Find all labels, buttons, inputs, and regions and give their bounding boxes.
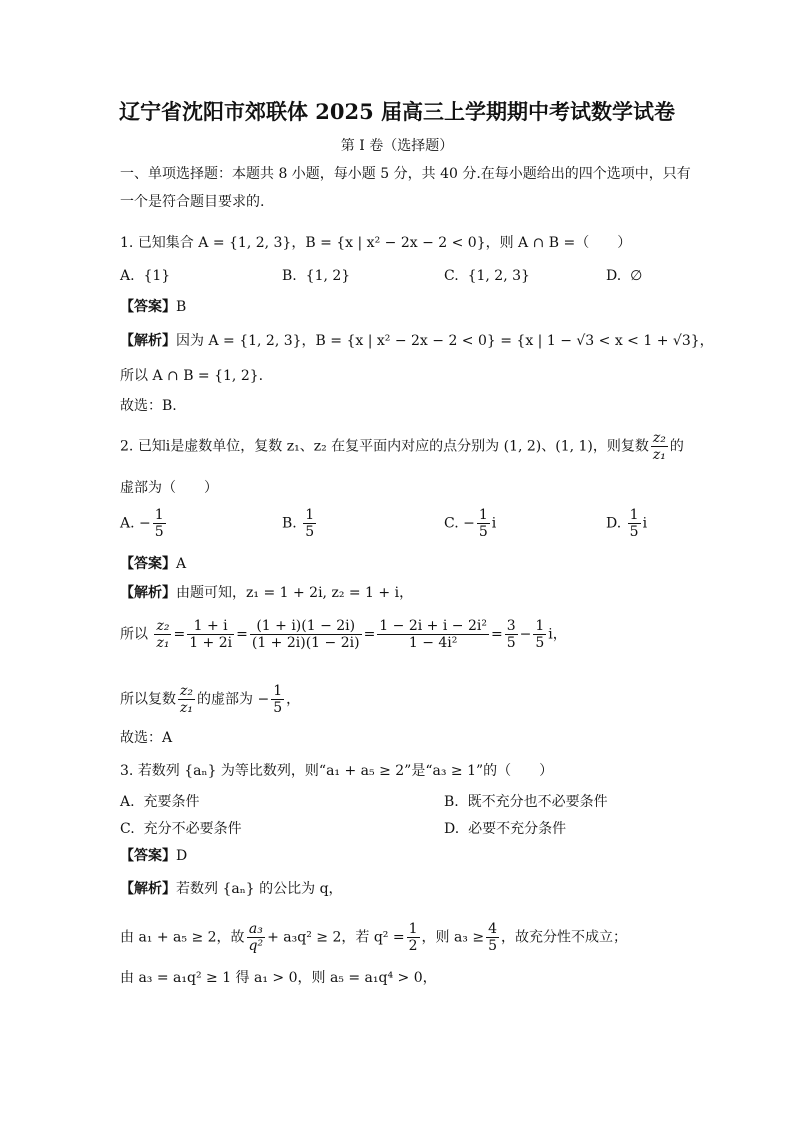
q2-option-a-fraction xyxy=(153,507,166,540)
q2-analysis-2-prefix: 所以 xyxy=(120,626,148,643)
q2-frac-1-num: z₂ xyxy=(156,618,170,634)
q2-frac-2-den: 1 + 2i xyxy=(189,635,233,651)
q2-analysis-text-1: 由题可知，z₁ = 1 + 2i, z₂ = 1 + i， xyxy=(176,585,414,601)
q2-frac-7 xyxy=(178,683,195,716)
q2-analysis-label: 【解析】 xyxy=(120,585,176,601)
q2-frac-4 xyxy=(377,618,489,651)
q2-option-c-fraction xyxy=(477,507,490,540)
q1-stem xyxy=(120,233,631,253)
q1-answer-value: B xyxy=(176,299,187,315)
q2-analysis-2-tail: i， xyxy=(548,626,567,643)
q3-frac-1-den: q² xyxy=(248,938,264,954)
q3-answer-value: D xyxy=(176,848,188,864)
q2-number: 2. xyxy=(120,438,134,455)
q3-frac-3-den: 5 xyxy=(488,938,498,954)
q2-option-b xyxy=(282,507,318,540)
q1-option-d-label: D. xyxy=(606,268,622,284)
instruction-line-2: 一个是符合题目要求的. xyxy=(120,194,265,210)
q3-option-b-text: 既不充分也不必要条件 xyxy=(467,794,608,810)
q2-frac-2 xyxy=(187,618,234,651)
q3-option-a-text: 充要条件 xyxy=(143,794,200,810)
q3-option-d xyxy=(444,819,566,839)
q2-answer-value: A xyxy=(176,556,187,572)
exam-title: 辽宁省沈阳市郊联体 2025 届高三上学期期中考试数学试卷 xyxy=(118,99,676,124)
q3-stem-text: 若数列 {aₙ} 为等比数列，则“a₁ + a₅ ≥ 2”是“a₃ ≥ 1”的（ ） xyxy=(137,763,554,779)
q3-option-b-label: B. xyxy=(444,794,459,810)
q2-option-a-den: 5 xyxy=(154,524,164,540)
q2-frac-2-num: 1 + i xyxy=(193,618,228,634)
q3-stem xyxy=(120,761,553,781)
q2-analysis-line-2: 所以 $\frac{\text{z₂}}{\text{z₁}}$ = $\frac{1 + i}{1 + 2i}$ = $\frac{(1 + i)(1 - 2i)}{(1 + 2i)(1 - 2i)}$ = $\frac{\text{1 − 2i + i − 2i²}}{\text{1 − 4i²}}$ = $\frac{3}{5}$ − $\frac{1}{5}$ i， xyxy=(120,618,567,651)
q1-answer xyxy=(120,297,186,317)
q1-option-b-text: {1, 2} xyxy=(305,268,351,284)
q1-option-a-label: A. xyxy=(120,268,135,284)
q2-option-c-den: 5 xyxy=(478,524,488,540)
q2-answer xyxy=(120,554,186,574)
q2-frac-5-den: 5 xyxy=(506,635,516,651)
q2-option-b-den: 5 xyxy=(305,524,315,540)
q2-stem-fraction-num: z₂ xyxy=(652,430,666,446)
q2-stem-fraction-den: z₁ xyxy=(652,447,666,463)
q2-option-d-label: D. xyxy=(606,515,622,532)
q3-frac-2-den: 2 xyxy=(408,938,418,954)
q2-option-b-num: 1 xyxy=(305,507,315,523)
q2-frac-7-den: z₁ xyxy=(180,700,193,716)
q2-option-c-sign: − xyxy=(463,515,475,532)
q3-analysis-label: 【解析】 xyxy=(120,881,176,897)
q3-analysis-line-2 xyxy=(120,921,627,954)
q2-frac-6-den: 5 xyxy=(535,635,545,651)
q2-stem-tail: 的 xyxy=(669,438,684,455)
q3-analysis-2-p4: ，故充分性不成立； xyxy=(501,929,628,946)
q3-analysis-2-p2: + a₃q² ≥ 2，若 q² = xyxy=(267,929,405,946)
q2-option-c-suffix: i xyxy=(491,515,497,532)
q3-analysis-line-1 xyxy=(120,879,343,899)
q2-frac-8-num: 1 xyxy=(273,683,283,699)
q1-analysis-line-1 xyxy=(120,331,714,351)
q2-frac-7-num: z₂ xyxy=(180,683,193,699)
q2-frac-1 xyxy=(154,618,171,651)
q2-analysis-3-prefix: 所以复数 xyxy=(120,691,176,708)
q3-frac-1-num: a₃ xyxy=(248,921,263,937)
instruction-line-1: 一、单项选择题：本题共 8 小题，每小题 5 分，共 40 分.在每小题给出的四个选项中，只有 xyxy=(120,166,691,182)
q1-number: 1. xyxy=(120,235,134,251)
q2-option-d-suffix: i xyxy=(642,515,648,532)
q2-option-d xyxy=(606,507,647,540)
q2-frac-6 xyxy=(533,618,546,651)
q3-option-b xyxy=(444,792,608,812)
q3-number: 3. xyxy=(120,763,134,779)
q1-analysis-text-1: 因为 A = {1, 2, 3}，B = {x | x² − 2x − 2 < 0} = {x | 1 − √3 < x < 1 + √3}， xyxy=(176,333,714,349)
q1-analysis-label: 【解析】 xyxy=(120,333,176,349)
q2-stem-fraction xyxy=(651,430,668,463)
q2-option-d-num: 1 xyxy=(629,507,639,523)
q3-frac-3 xyxy=(486,921,499,954)
q3-analysis-2-p1: 由 a₁ + a₅ ≥ 2，故 xyxy=(120,929,245,946)
q3-option-c xyxy=(120,819,242,839)
q2-analysis-3-tail: ， xyxy=(286,691,301,708)
q2-stem-text: 已知i是虚数单位，复数 z₁、z₂ 在复平面内对应的点分别为 (1, 2)、(1, 1)，则复数 xyxy=(137,438,649,455)
q2-frac-5 xyxy=(505,618,518,651)
q2-option-a-sign: − xyxy=(139,515,151,532)
q3-frac-1 xyxy=(247,921,266,954)
q2-answer-label: 【答案】 xyxy=(120,556,176,572)
q1-option-d-text: ∅ xyxy=(630,268,643,284)
q2-stem-line-2: 虚部为（ ） xyxy=(120,480,218,496)
q1-option-a-text: {1} xyxy=(143,268,171,284)
q2-frac-5-num: 3 xyxy=(506,618,516,634)
q1-stem-text: 已知集合 A = {1, 2, 3}，B = {x | x² − 2x − 2 < 0}，则 A ∩ B =（ ） xyxy=(137,235,632,251)
q2-frac-3-num: (1 + i)(1 − 2i) xyxy=(256,618,356,634)
q1-option-c xyxy=(444,266,530,286)
q3-frac-2 xyxy=(407,921,420,954)
section-heading: 第 I 卷（选择题） xyxy=(340,138,454,154)
q3-analysis-line-3: 由 a₃ = a₁q² ≥ 1 得 a₁ > 0，则 a₅ = a₁q⁴ > 0， xyxy=(120,970,437,986)
q2-frac-3 xyxy=(250,618,362,651)
q2-option-a xyxy=(120,507,168,540)
q3-option-c-text: 充分不必要条件 xyxy=(143,821,242,837)
q3-analysis-2-p3: ，则 a₃ ≥ xyxy=(421,929,485,946)
q2-frac-8 xyxy=(271,683,284,716)
q1-option-a xyxy=(120,266,170,286)
q1-option-c-label: C. xyxy=(444,268,459,284)
q2-analysis-line-3 xyxy=(120,683,300,716)
q3-analysis-text-1: 若数列 {aₙ} 的公比为 q， xyxy=(176,881,343,897)
q2-frac-1-den: z₁ xyxy=(156,635,170,651)
q2-frac-4-num: 1 − 2i + i − 2i² xyxy=(379,618,487,634)
q2-option-a-label: A. xyxy=(120,515,135,532)
q1-answer-label: 【答案】 xyxy=(120,299,176,315)
q1-option-d xyxy=(606,266,642,286)
q3-option-a-label: A. xyxy=(120,794,135,810)
q3-option-a xyxy=(120,792,199,812)
q2-conclusion: 故选：A xyxy=(120,730,173,746)
q1-conclusion: 故选：B. xyxy=(120,398,177,414)
q3-answer xyxy=(120,846,187,866)
q2-frac-6-num: 1 xyxy=(535,618,545,634)
q3-option-d-text: 必要不充分条件 xyxy=(468,821,567,837)
q2-analysis-3-mid: 的虚部为 − xyxy=(197,691,270,708)
q2-option-d-den: 5 xyxy=(629,524,639,540)
q1-option-b xyxy=(282,266,350,286)
q3-answer-label: 【答案】 xyxy=(120,848,176,864)
q2-option-c-label: C. xyxy=(444,515,459,532)
q3-option-c-label: C. xyxy=(120,821,135,837)
q2-frac-3-den: (1 + 2i)(1 − 2i) xyxy=(251,635,360,651)
q2-option-b-fraction xyxy=(303,507,316,540)
q2-frac-8-den: 5 xyxy=(273,700,283,716)
q2-option-a-num: 1 xyxy=(154,507,164,523)
q2-option-d-fraction xyxy=(628,507,641,540)
q1-option-c-text: {1, 2, 3} xyxy=(467,268,530,284)
q2-frac-4-den: 1 − 4i² xyxy=(377,634,489,651)
q2-option-b-label: B. xyxy=(282,515,297,532)
q2-stem-line-1 xyxy=(120,430,684,463)
q1-analysis-line-2: 所以 A ∩ B = {1, 2}. xyxy=(120,368,264,384)
q2-option-c xyxy=(444,507,496,540)
q3-frac-2-num: 1 xyxy=(408,921,418,937)
q2-option-c-num: 1 xyxy=(478,507,488,523)
q3-frac-3-num: 4 xyxy=(488,921,498,937)
q1-option-b-label: B. xyxy=(282,268,297,284)
q3-option-d-label: D. xyxy=(444,821,460,837)
q2-analysis-line-1 xyxy=(120,583,413,603)
